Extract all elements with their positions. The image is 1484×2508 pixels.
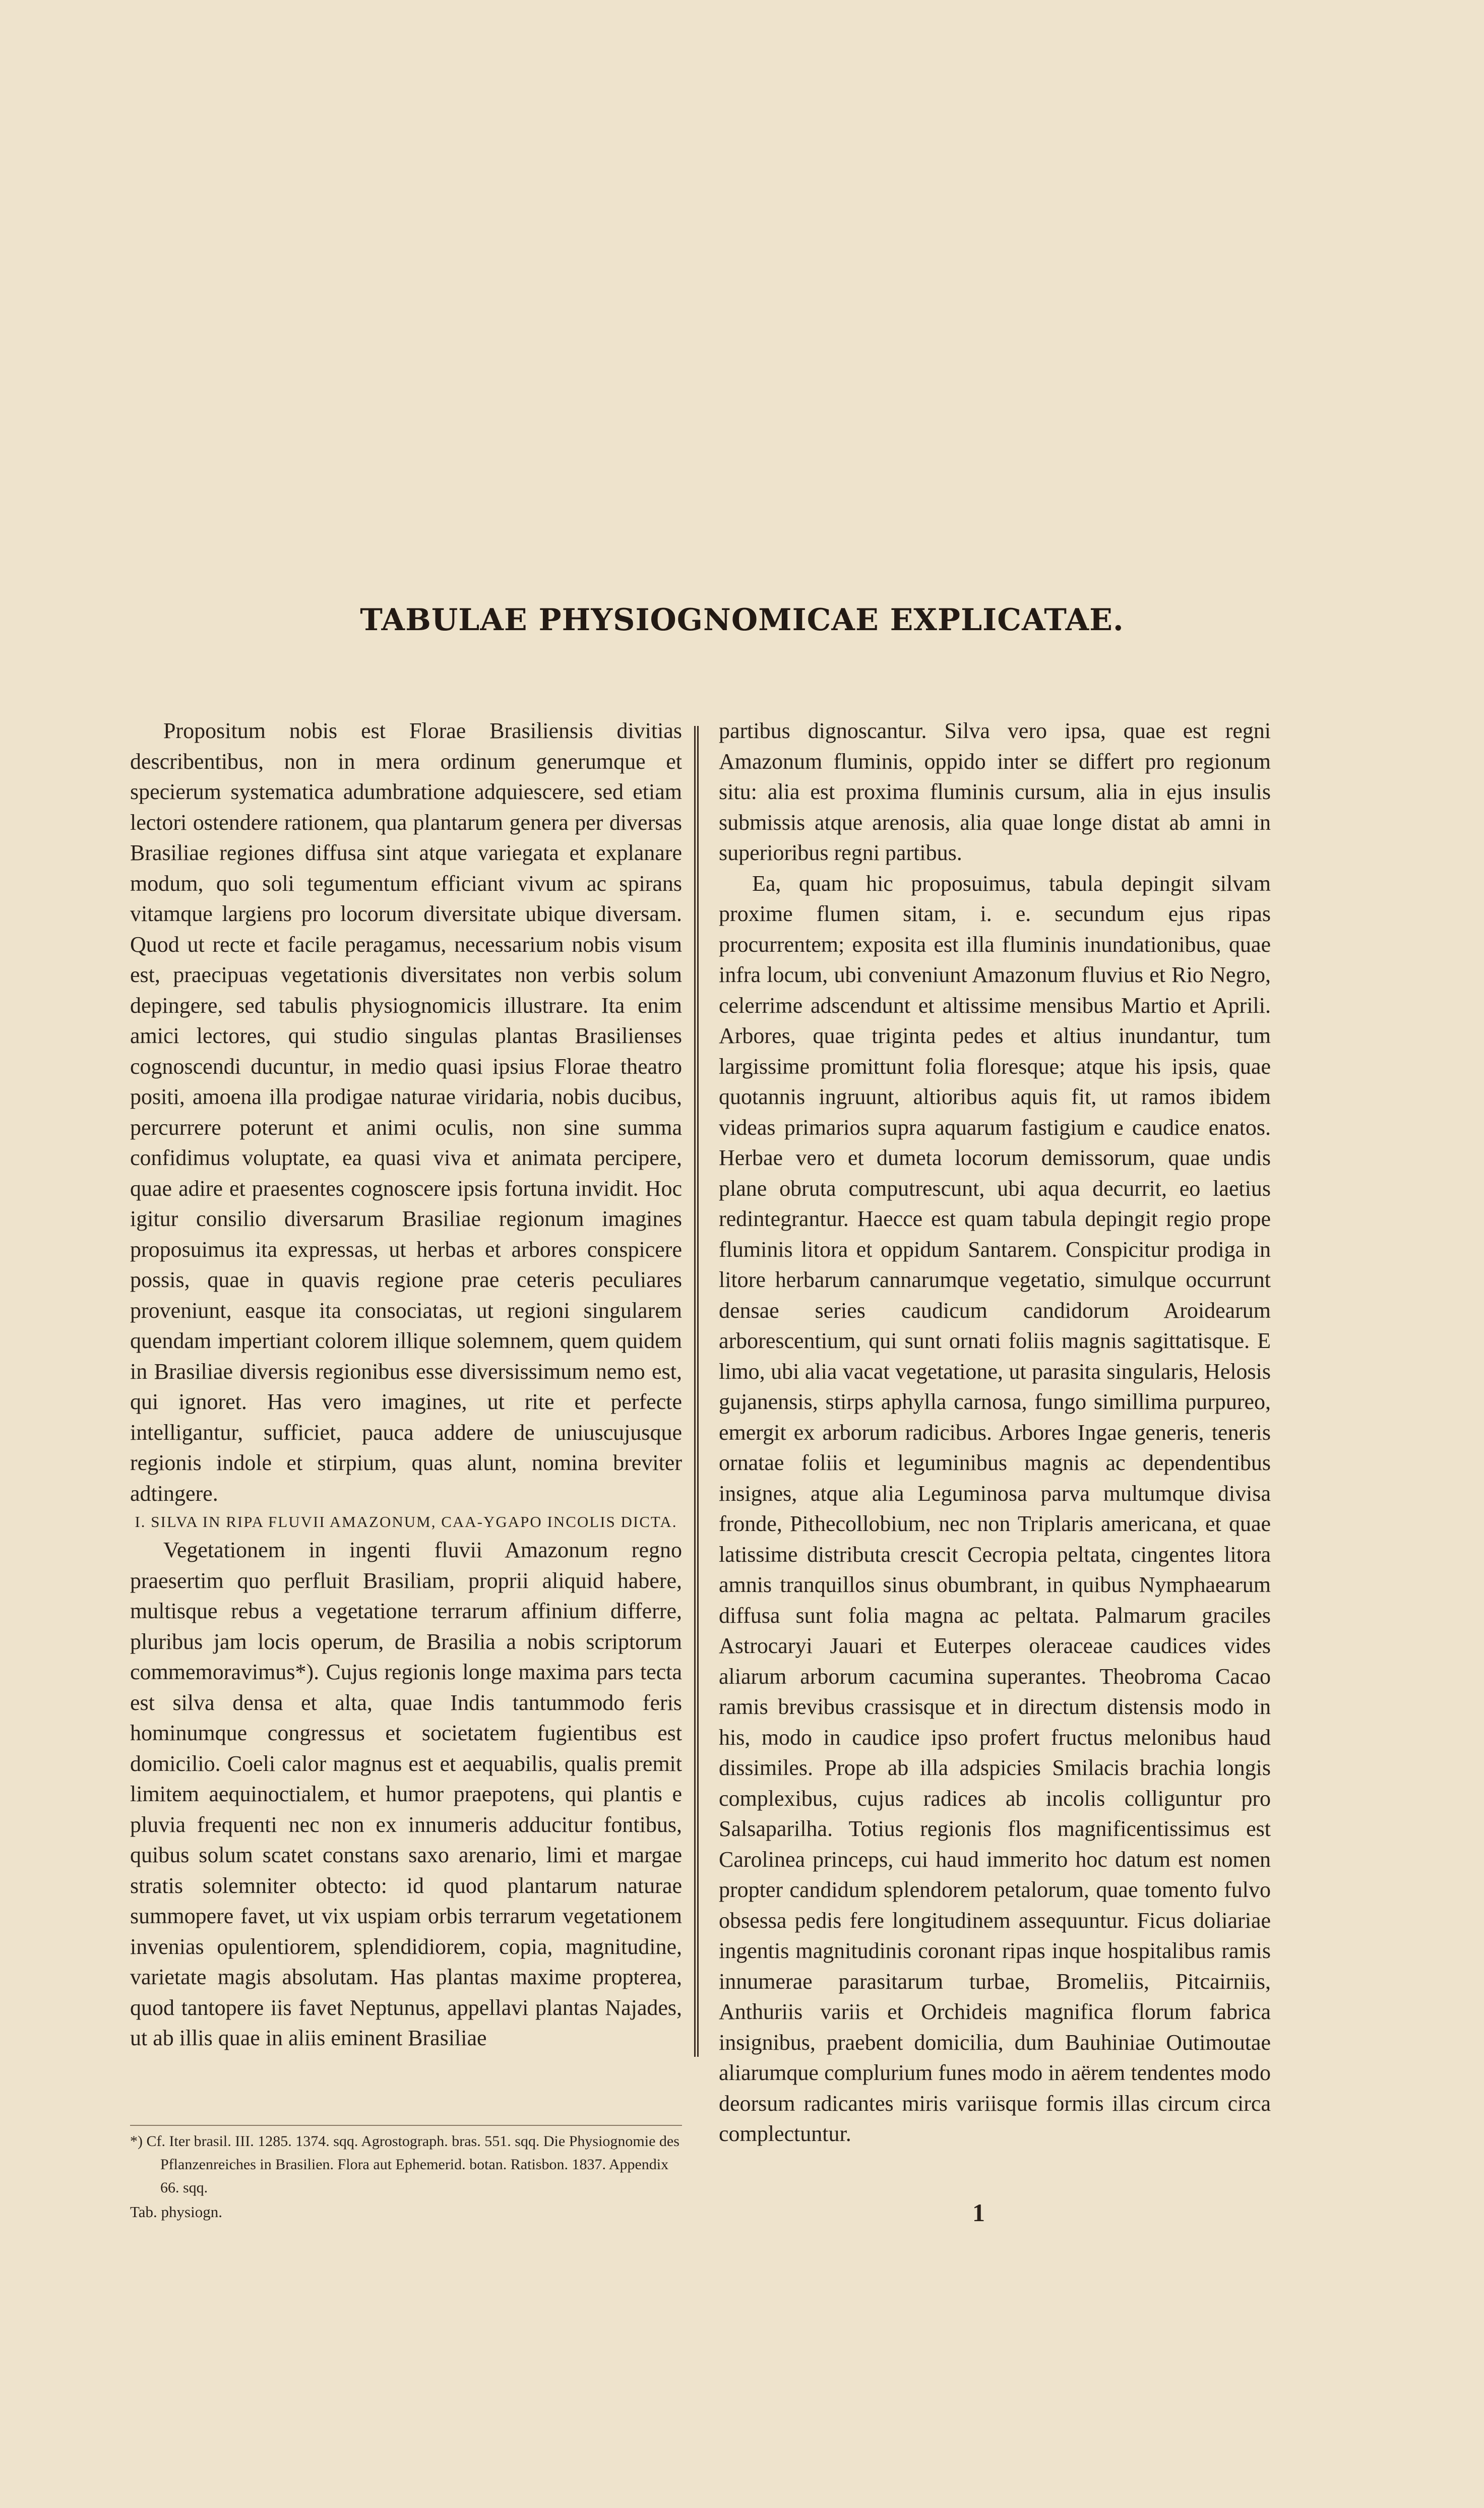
section-heading: I. SILVA IN RIPA FLUVII AMAZONUM, CAA-YGAPO INCOLIS DICTA. — [135, 1513, 677, 1531]
right-column — [719, 716, 1271, 2150]
page-number: 1 — [972, 2198, 985, 2227]
intro-paragraph: Propositum nobis est Florae Brasiliensis divitias describentibus, non in mera ordinum generumque et specierum systematica adumbratione adquiescere, sed etiam lectori ostendere rationem, qua plantarum genera per diversas Brasiliae regiones diffusa sint atque variegata et explanare modum, quo soli tegumentum efficiant vivum ac spirans vitamque largiens pro locorum diversitate ubique diversam. Quod ut recte et facile peragamus, necessarium nobis visum est, praecipuas vegetationis diversitates non verbis solum depingere, sed tabulis physiognomicis illustrare. Ita enim amici lectores, qui studio singulas plantas Brasilienses cognoscendi ducuntur, in medio quasi ipsius Florae theatro positi, amoena illa prodigae naturae viridaria, nobis ducibus, percurrere poterunt et animi oculis, non sine summa confidimus voluptate, ea quasi viva et animata percipere, quae adire et praesentes cognoscere ipsis fortuna invidit. Hoc igitur consilio diversarum Brasiliae regionum imagines proposuimus ita expressas, ut herbas et arbores conspicere possis, quae in quavis regione prae ceteris peculiares proveniunt, easque ita consociatas, ut regioni singularem quendam impertiant colorem illique solemnem, quem quidem in Brasiliae diversis regionibus esse diversissimum nemo est, qui ignoret. Has vero imagines, ut rite et perfecte intelligantur, sufficiet, pauca addere de uniuscujusque regionis indole et stirpium, quas alunt, nomina breviter adtingere. — [130, 718, 682, 1506]
continuation-paragraph: partibus dignoscantur. Silva vero ipsa, quae est regni Amazonum fluminis, oppido inter se differt pro regionum situ: alia est proxima fluminis cursum, alia in ejus insulis submissis atque arenosis, alia quae longe distat ab amni in superioribus regni partibus. — [719, 718, 1271, 865]
footnote-rule — [130, 2125, 682, 2126]
section-paragraph: Vegetationem in ingenti fluvii Amazonum regno praesertim quo perfluit Brasiliam, proprii aliquid habere, multisque rebus a vegetatione terrarum affinium differre, pluribus jam locis operum, de Brasilia a nobis scriptorum commemoravimus*). Cujus regionis longe maxima pars tecta est silva densa et alta, quae Indis tantummodo feris hominumque congressus et societatem fugientibus est domicilio. Coeli calor magnus est et aequabilis, qualis premit limitem aequinoctialem, et humor praepotens, qui plantis e pluvia frequenti nec non ex innumeris adducitur fontibus, quibus solum scatet constans saxo arenario, limi et margae stratis solemniter obtecto: id quod plantarum naturae summopere favet, ut vix uspiam orbis terrarum vegetationem invenias opulentiorem, splendidiorem, copia, magnitudine, varietate magis absolutam. Has plantas maxime propterea, quod tantopere iis favet Neptunus, appellavi plantas Najades, ut ab illis quae in aliis eminent Brasiliae — [130, 1538, 682, 2050]
column-divider — [694, 726, 699, 2057]
footnote — [130, 2130, 682, 2199]
footnote-text: *) Cf. Iter brasil. III. 1285. 1374. sqq. Agrostograph. bras. 551. sqq. Die Physiognomie des Pflanzenreiches in Brasilien. Flora aut Ephemerid. botan. Ratisbon. 1837. Appendix 66. sqq. — [130, 2133, 679, 2196]
signature-mark: Tab. physiogn. — [130, 2203, 222, 2221]
left-column — [130, 716, 682, 2054]
description-paragraph: Ea, quam hic proposuimus, tabula depingit silvam proxime flumen sitam, i. e. secundum ejus ripas procurrentem; exposita est illa fluminis inundationibus, quae infra locum, ubi conveniunt Amazonum fluvius et Rio Negro, celerrime adscendunt et altissime mensibus Martio et Aprili. Arbores, quae triginta pedes et altius inundantur, tum largissime promittunt folia floresque; atque his ipsis, quae quotannis ingruunt, altioribus aquis fit, ut ramos ibidem videas primarios supra aquarum fastigium e caudice enatos. Herbae vero et dumeta locorum demissorum, quae undis plane obruta computrescunt, ubi aqua decurrit, eo laetius redintegrantur. Haecce est quam tabula depingit regio prope fluminis litora et oppidum Santarem. Conspicitur prodiga in litore herbarum cannarumque vegetatio, simulque occurrunt densae series caudicum candidorum Aroidearum arborescentium, qui sunt ornati foliis magnis sagittatisque. E limo, ubi alia vacat vegetatione, ut parasita singularis, Helosis gujanensis, stirps aphylla carnosa, fungo simillima purpureo, emergit ex arborum radicibus. Arbores Ingae generis, teneris ornatae foliis et leguminibus magnis ac dependentibus insignes, atque alia Leguminosa parva multumque divisa fronde, Pithecollobium, nec non Triplaris americana, et quae latissime distributa crescit Cecropia peltata, cingentes litora amnis tranquillos sinus obumbrant, in quibus Nymphaearum diffusa sunt folia magna ac peltata. Palmarum graciles Astrocaryi Jauari et Euterpes oleraceae caudices vides aliarum arborum cacumina superantes. Theobroma Cacao ramis brevibus crassisque et in directum distensis modo in his, modo in caudice ipso profert fructus melonibus haud dissimiles. Prope ab illa adspicies Smilacis brachia longis complexibus, cujus radices ab incolis colliguntur pro Salsaparilha. Totius regionis flos magnificentissimus est Carolinea princeps, cui haud immerito hoc datum est nomen propter candidum splendorem petalorum, quae tomento fulvo obsessa pedis fere longitudinem assequuntur. Ficus doliariae ingentis magnitudinis coronant ripas inque hospitalibus ramis innumerae parasitarum turbae, Bromeliis, Pitcairniis, Anthuriis variis et Orchideis magnifica florum fabrica insignibus, praebent domicilia, dum Bauhiniae Outimoutae aliarumque complurium funes modo in aërem tendentes modo deorsum radicantes miris variisque formis illas circum circa complectuntur. — [719, 871, 1271, 2146]
page-title: TABULAE PHYSIOGNOMICAE EXPLICATAE. — [360, 602, 1124, 638]
